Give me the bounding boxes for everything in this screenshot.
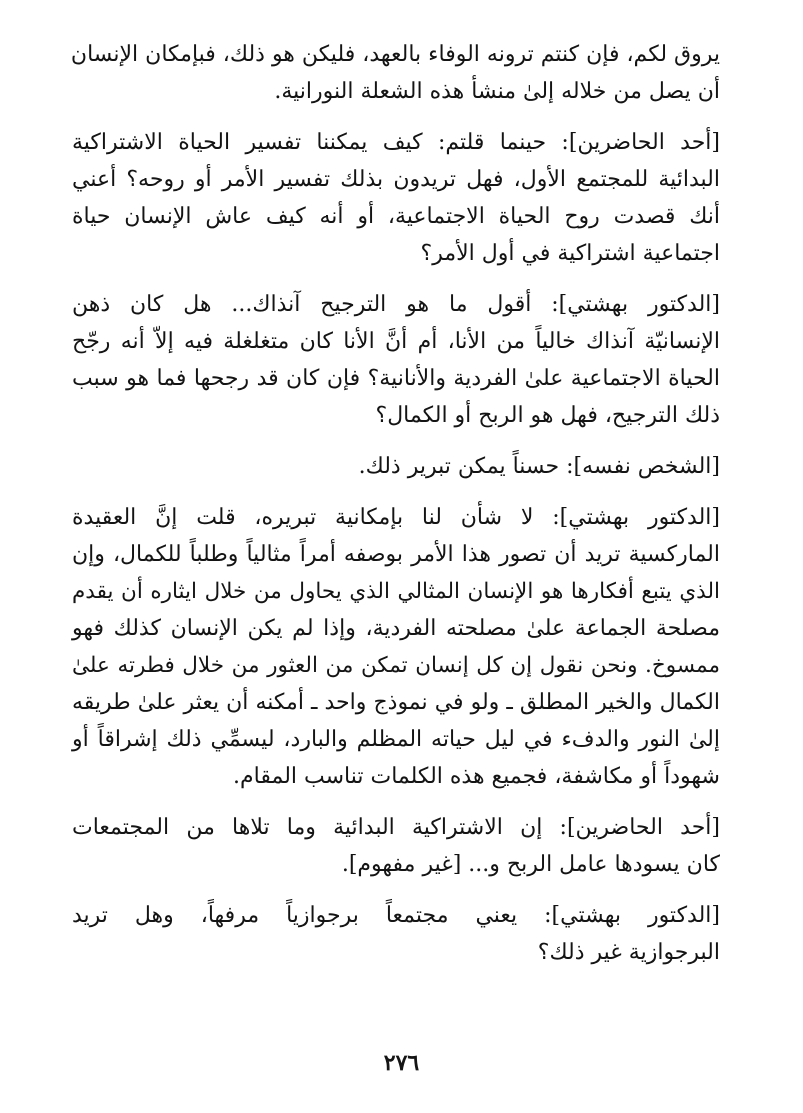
paragraph-4 (72, 448, 720, 485)
text-line: [الدكتور بهشتي]: يعني مجتمعاً برجوازياً مرفهاً، وهل تريد (72, 903, 720, 928)
text-line: [الدكتور بهشتي]: لا شأن لنا بإمكانية تبريره، قلت إنَّ العقيدة (72, 505, 720, 530)
text-line: البرجوازية غير ذلك؟ (537, 940, 720, 965)
paragraph-6 (72, 809, 720, 883)
text-line: مصلحة الجماعة علىٰ مصلحته الفردية، وإذا لم يكن الإنسان كذلك فهو (72, 616, 720, 641)
text-line: [أحد الحاضرين]: حينما قلتم: كيف يمكننا تفسير الحياة الاشتراكية (72, 130, 720, 155)
paragraph-2 (72, 124, 720, 272)
text-line: الذي يتبع أفكارها هو الإنسان المثالي الذي يحاول من خلال ايثاره أن يقدم (72, 579, 720, 604)
paragraph-1 (72, 36, 720, 110)
text-line: [الشخص نفسه]: حسناً يمكن تبرير ذلك. (358, 454, 720, 479)
text-line: أنك قصدت روح الحياة الاجتماعية، أو أنه كيف عاش الإنسان حياة (72, 204, 720, 229)
text-line: [الدكتور بهشتي]: أقول ما هو الترجيح آنذاك... هل كان ذهن (72, 292, 720, 317)
text-line: الماركسية تريد أن تصور هذا الأمر بوصفه أمراً مثالياً وطلباً للكمال، وإن (72, 542, 720, 567)
paragraph-5 (72, 499, 720, 795)
text-line: إلىٰ النور والدفء في ليل حياته المظلم والبارد، ليسمِّي ذلك إشراقاً أو (72, 727, 720, 752)
page-number: ٢٧٦ (383, 1050, 420, 1076)
text-line: ممسوخ. ونحن نقول إن كل إنسان تمكن من العثور من خلال فطرته علىٰ (72, 653, 720, 678)
text-line: الحياة الاجتماعية علىٰ الفردية والأنانية؟ فإن كان قد رجحها فما هو سبب (72, 366, 720, 391)
paragraph-7 (72, 897, 720, 971)
text-line: ذلك الترجيح، فهل هو الربح أو الكمال؟ (375, 403, 720, 428)
text-line: شهوداً أو مكاشفة، فجميع هذه الكلمات تناسب المقام. (233, 764, 720, 789)
text-line: اجتماعية اشتراكية في أول الأمر؟ (420, 241, 720, 266)
text-line: كان يسودها عامل الربح و... [غير مفهوم]. (341, 852, 720, 877)
paragraph-3 (72, 286, 720, 434)
page-body (72, 36, 720, 985)
text-line: يروق لكم، فإن كنتم ترونه الوفاء بالعهد، فليكن هو ذلك، فبإمكان الإنسان (70, 42, 720, 67)
text-line: الإنسانيّة آنذاك خالياً من الأنا، أم أنَّ الأنا كان متغلغلة فيه إلاّ أنه رجّح (72, 329, 720, 354)
text-line: أن يصل من خلاله إلىٰ منشأ هذه الشعلة النورانية. (274, 79, 720, 104)
text-line: البدائية للمجتمع الأول، فهل تريدون بذلك تفسير الأمر أو روحه؟ أعني (72, 167, 720, 192)
text-line: [أحد الحاضرين]: إن الاشتراكية البدائية وما تلاها من المجتمعات (72, 815, 720, 840)
text-line: الكمال والخير المطلق ـ ولو في نموذج واحد ـ أمكنه أن يعثر علىٰ طريقه (72, 690, 720, 715)
